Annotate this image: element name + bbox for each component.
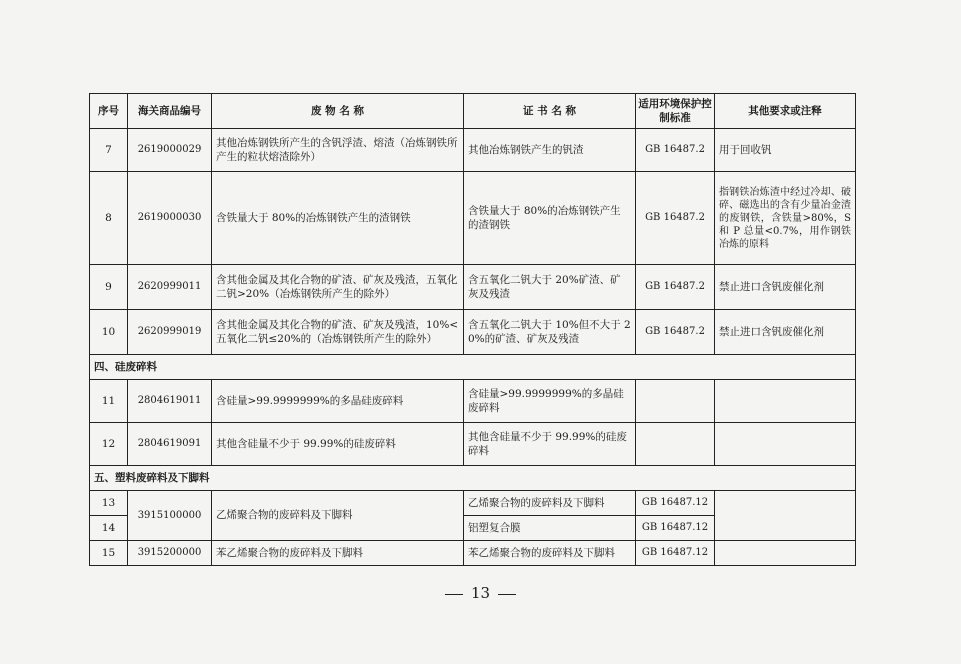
cell-notes: 用于回收钒 (715, 129, 856, 172)
cell-standard (636, 380, 715, 423)
cell-waste-name: 含其他金属及其化合物的矿渣、矿灰及残渣，10%<五氧化二钒≤20%的（冶炼钢铁所产生的除外） (212, 310, 464, 355)
table-row (90, 491, 856, 516)
section-title-silicon: 四、硅废碎料 (90, 355, 856, 380)
cell-notes: 指钢铁冶炼渣中经过冷却、破碎、磁选出的含有少量冶金渣的废钢铁，含铁量>80%，S 和 P 总量<0.7%，用作钢铁冶炼的原料 (715, 172, 856, 265)
waste-catalog-table (89, 93, 856, 566)
cell-code: 2619000030 (128, 172, 212, 265)
cell-standard: GB 16487.12 (636, 491, 715, 516)
cell-notes: 禁止进口含钒废催化剂 (715, 310, 856, 355)
table-row (90, 541, 856, 566)
table-row (90, 310, 856, 355)
table-row (90, 265, 856, 310)
section-title-plastic: 五、塑料废碎料及下脚料 (90, 466, 856, 491)
cell-cert-name: 含硅量>99.9999999%的多晶硅废碎料 (464, 380, 636, 423)
header-code: 海关商品编号 (128, 94, 212, 129)
cell-seq: 11 (90, 380, 128, 423)
cell-seq: 9 (90, 265, 128, 310)
table-row (90, 380, 856, 423)
section-header-row (90, 355, 856, 380)
cell-seq: 14 (90, 516, 128, 541)
page-number: 13 (470, 584, 491, 602)
cell-code: 2619000029 (128, 129, 212, 172)
header-standard: 适用环境保护控制标准 (636, 94, 715, 129)
cell-cert-name: 乙烯聚合物的废碎料及下脚料 (464, 491, 636, 516)
cell-code: 2620999019 (128, 310, 212, 355)
cell-notes (715, 380, 856, 423)
table-header-row (90, 94, 856, 129)
cell-cert-name: 含铁量大于 80%的冶炼钢铁产生的渣钢铁 (464, 172, 636, 265)
cell-seq: 10 (90, 310, 128, 355)
cell-waste-name: 乙烯聚合物的废碎料及下脚料 (212, 491, 464, 541)
cell-standard: GB 16487.2 (636, 265, 715, 310)
cell-standard: GB 16487.2 (636, 172, 715, 265)
cell-standard: GB 16487.12 (636, 541, 715, 566)
header-cert-name: 证 书 名 称 (464, 94, 636, 129)
cell-seq: 12 (90, 423, 128, 466)
footer-dash-right (498, 594, 516, 595)
cell-code: 3915200000 (128, 541, 212, 566)
cell-seq: 15 (90, 541, 128, 566)
header-notes: 其他要求或注释 (715, 94, 856, 129)
cell-waste-name: 其他冶炼钢铁所产生的含钒浮渣、熔渣（冶炼钢铁所产生的粒状熔渣除外） (212, 129, 464, 172)
cell-seq: 8 (90, 172, 128, 265)
cell-standard (636, 423, 715, 466)
cell-cert-name: 铝塑复合膜 (464, 516, 636, 541)
cell-waste-name: 含硅量>99.9999999%的多晶硅废碎料 (212, 380, 464, 423)
cell-notes (715, 423, 856, 466)
cell-cert-name: 其他含硅量不少于 99.99%的硅废碎料 (464, 423, 636, 466)
cell-waste-name: 含其他金属及其化合物的矿渣、矿灰及残渣，五氧化二钒>20%（冶炼钢铁所产生的除外） (212, 265, 464, 310)
cell-code: 2804619011 (128, 380, 212, 423)
footer-dash-left (445, 594, 463, 595)
cell-waste-name: 苯乙烯聚合物的废碎料及下脚料 (212, 541, 464, 566)
page-footer (0, 584, 961, 602)
cell-seq: 7 (90, 129, 128, 172)
cell-cert-name: 其他冶炼钢铁产生的钒渣 (464, 129, 636, 172)
cell-standard: GB 16487.12 (636, 516, 715, 541)
cell-waste-name: 其他含硅量不少于 99.99%的硅废碎料 (212, 423, 464, 466)
header-waste-name: 废 物 名 称 (212, 94, 464, 129)
cell-waste-name: 含铁量大于 80%的冶炼钢铁产生的渣钢铁 (212, 172, 464, 265)
cell-standard: GB 16487.2 (636, 310, 715, 355)
table-row (90, 129, 856, 172)
cell-code: 2620999011 (128, 265, 212, 310)
section-header-row (90, 466, 856, 491)
cell-cert-name: 含五氧化二钒大于 20%矿渣、矿灰及残渣 (464, 265, 636, 310)
table-row (90, 172, 856, 265)
header-seq: 序号 (90, 94, 128, 129)
cell-cert-name: 苯乙烯聚合物的废碎料及下脚料 (464, 541, 636, 566)
cell-standard: GB 16487.2 (636, 129, 715, 172)
cell-code: 2804619091 (128, 423, 212, 466)
cell-notes (715, 541, 856, 566)
cell-notes (715, 491, 856, 541)
table-row (90, 423, 856, 466)
cell-seq: 13 (90, 491, 128, 516)
cell-cert-name: 含五氧化二钒大于 10%但不大于 20%的矿渣、矿灰及残渣 (464, 310, 636, 355)
cell-code: 3915100000 (128, 491, 212, 541)
cell-notes: 禁止进口含钒废催化剂 (715, 265, 856, 310)
